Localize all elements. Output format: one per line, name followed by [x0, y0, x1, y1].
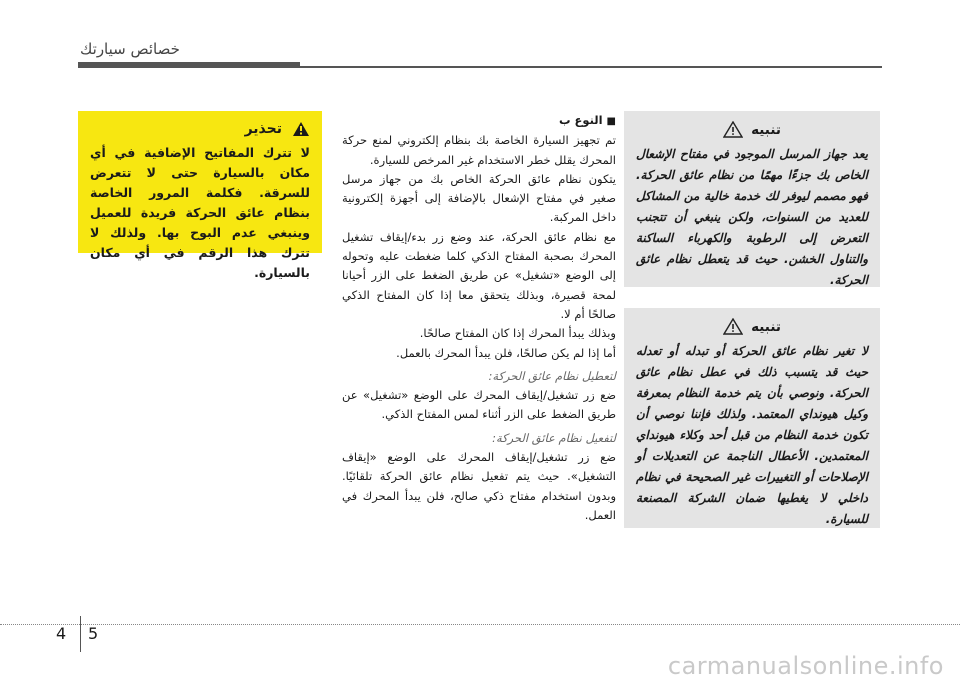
warning-title: تحذير	[244, 121, 282, 137]
caution-triangle-icon	[723, 318, 743, 335]
paragraph: أما إذا لم يكن صالحًا، فلن يبدأ المحرك بالعمل.	[396, 345, 616, 360]
subsection-title-enable: لتفعيل نظام عائق الحركة:	[492, 430, 616, 445]
caution-box-1	[624, 111, 880, 287]
caution-body: لا تغير نظام عائق الحركة أو تبدله أو تعدله حيث قد يتسبب ذلك في عطل نظام عائق الحركة. ونوصي بأن يتم خدمة النظام بمعرفة وكيل هيونداي المعتمد. ولذلك فإننا نوصي أن تكون خدمة النظام من قبل أحد وكلاء هيونداي المعتمدين. الأعطال الناجمة عن التعديلات أو الإصلاحات أو التغييرات غير الصحيحة في نظام داخلي لا يغطيها ضمان الشركة المصنعة للسيارة.	[636, 344, 868, 526]
header-rule	[300, 66, 882, 68]
caution-box-2	[624, 308, 880, 528]
warning-triangle-icon	[292, 121, 310, 137]
paragraph: يتكون نظام عائق الحركة الخاص بك من جهاز مرسل صغير في مفتاح الإشعال بالإضافة إلى أجهزة إلكترونية داخل المركبة.	[342, 171, 616, 225]
caution-title: تنبيه	[751, 121, 781, 138]
page-number-right: 5	[88, 624, 99, 643]
caution-title: تنبيه	[751, 318, 781, 335]
page-number-divider	[80, 616, 81, 652]
caution-header	[636, 318, 868, 335]
paragraph: وبذلك يبدأ المحرك إذا كان المفتاح صالحًا.	[419, 326, 616, 341]
subsection-body-enable: ضع زر تشغيل/إيقاف المحرك على الوضع «إيقاف التشغيل». حيث يتم تفعيل نظام عائق الحركة تلقائيًا. وبدون استخدام مفتاح ذكي صالح، فلن يبدأ المحرك في العمل.	[342, 450, 616, 522]
caution-header	[636, 121, 868, 138]
paragraph: مع نظام عائق الحركة، عند وضع زر بدء/إيقاف تشغيل المحرك بصحبة المفتاح الذكي كلما ضغطت عليه وتحوله إلى الوضع «تشغيل» عن طريق الضغط على الزر أحيانا لمحة قصيرة، وبذلك يتحقق معا إذا كان المفتاح الذكي صالحًا أم لا.	[342, 229, 616, 321]
page-number-left: 4	[56, 624, 67, 643]
warning-body: لا تترك المفاتيح الإضافية في أي مكان بالسيارة حتى لا تتعرض للسرقة. فكلمة المرور الخاصة بنظام عائق الحركة فريدة للعميل وينبغي عدم البوح بها. ولذلك لا تترك هذا الرقم في أي مكان بالسيارة.	[90, 145, 310, 280]
footer-rule	[0, 624, 960, 625]
caution-triangle-icon	[723, 121, 743, 138]
bullet-icon: ■	[606, 116, 616, 127]
subsection-title-disable: لتعطيل نظام عائق الحركة:	[488, 368, 616, 383]
section-title: ■النوع ب	[558, 113, 616, 127]
watermark: carmanualsonline.info	[667, 652, 944, 680]
main-text-column	[342, 111, 616, 525]
caution-body: يعد جهاز المرسل الموجود في مفتاح الإشعال الخاص بك جزءًا مهمًا من نظام عائق الحركة. فهو مصمم ليوفر لك خدمة خالية من المشاكل للعديد من السنوات، ولكن ينبغي أن تتجنب التعرض إلى الرطوبة والكهرباء الساكنة والتناول الخشن. حيث قد يتعطل نظام عائق الحركة.	[636, 147, 868, 287]
header-bar	[78, 62, 300, 68]
warning-box	[78, 111, 322, 280]
header-title: خصائص سيارتك	[80, 40, 180, 58]
warning-header	[90, 121, 310, 137]
subsection-body-disable: ضع زر تشغيل/إيقاف المحرك على الوضع «تشغيل» عن طريق الضغط على الزر أثناء لمس المفتاح الذكي.	[342, 388, 616, 422]
paragraph: تم تجهيز السيارة الخاصة بك بنظام إلكتروني لمنع حركة المحرك يقلل خطر الاستخدام غير المرخص للسيارة.	[342, 133, 616, 167]
